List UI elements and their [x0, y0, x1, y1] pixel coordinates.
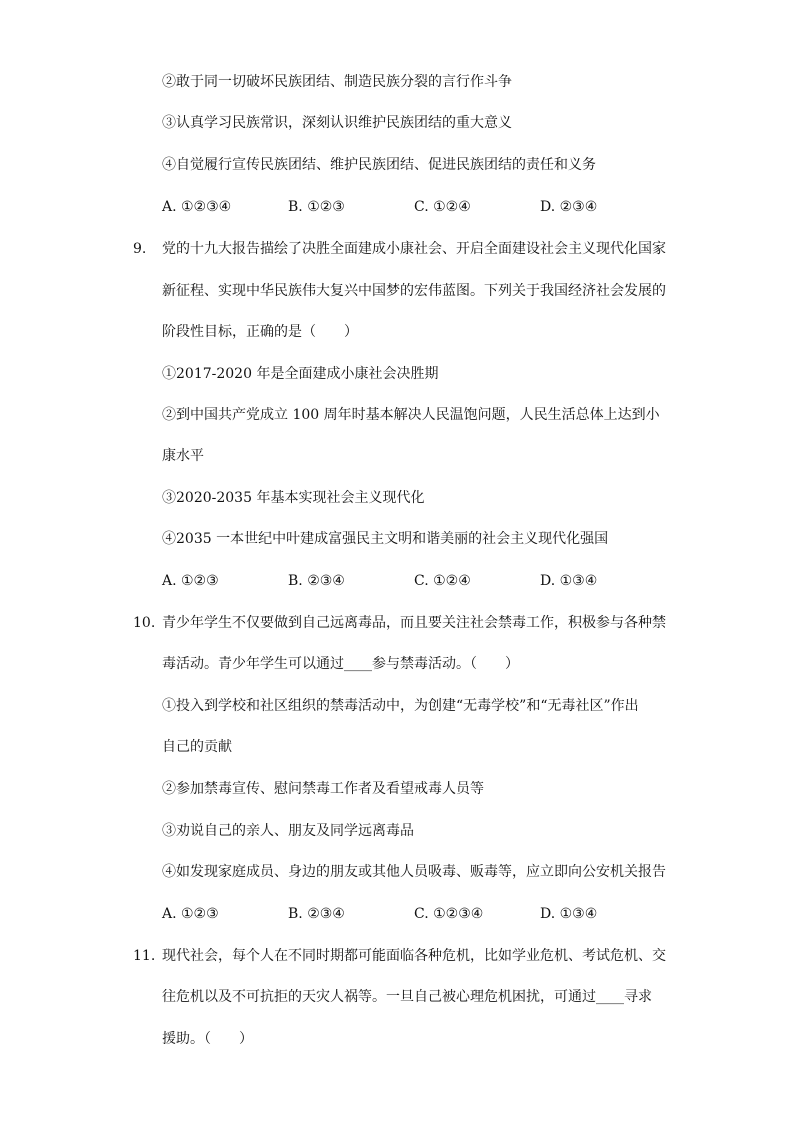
q8-option-a: A. ①②③④ — [162, 199, 232, 215]
q11-stem-line-1: 现代社会，每个人在不同时期都可能面临各种危机，比如学业危机、考试危机、交 — [162, 948, 666, 964]
q9-option-a: A. ①②③ — [162, 573, 219, 589]
q10-item-1: ①投入到学校和社区组织的禁毒活动中，为创建“无毒学校”和“无毒社区”作出 — [162, 698, 639, 714]
q9-option-b: B. ②③④ — [288, 573, 345, 589]
q9-item-2-cont: 康水平 — [162, 448, 204, 464]
q10-item-1-cont: 自己的贡献 — [162, 739, 232, 755]
q10-options — [162, 904, 662, 924]
q8-option-d: D. ②③④ — [540, 199, 598, 215]
q9-number: 9. — [133, 241, 147, 257]
q9-options — [162, 571, 662, 591]
q9-stem-line-3: 阶段性目标，正确的是（ ） — [162, 324, 358, 340]
q9-option-d: D. ①③④ — [540, 573, 598, 589]
q8-options — [162, 197, 662, 217]
q10-item-4: ④如发现家庭成员、身边的朋友或其他人员吸毒、贩毒等，应立即向公安机关报告 — [162, 864, 666, 880]
q8-option-c: C. ①②④ — [414, 199, 471, 215]
q8-item-2: ②敢于同一切破坏民族团结、制造民族分裂的言行作斗争 — [162, 74, 512, 90]
q11-stem-line-3: 援助。（ ） — [162, 1031, 253, 1047]
q10-option-a: A. ①②③ — [162, 906, 219, 922]
q10-option-b: B. ②③④ — [288, 906, 345, 922]
q10-stem-line-2: 毒活动。青少年学生可以通过____参与禁毒活动。（ ） — [162, 656, 519, 672]
q9-stem-line-1: 党的十九大报告描绘了决胜全面建成小康社会、开启全面建设社会主义现代化国家 — [162, 241, 666, 257]
q8-option-b: B. ①②③ — [288, 199, 345, 215]
q11-number: 11. — [133, 948, 156, 964]
q8-item-4: ④自觉履行宣传民族团结、维护民族团结、促进民族团结的责任和义务 — [162, 157, 596, 173]
q9-option-c: C. ①②④ — [414, 573, 471, 589]
q10-number: 10. — [133, 615, 156, 631]
q10-option-c: C. ①②③④ — [414, 906, 484, 922]
q9-item-4: ④2035 一本世纪中叶建成富强民主文明和谐美丽的社会主义现代化强国 — [162, 531, 609, 547]
q9-item-3: ③2020-2035 年基本实现社会主义现代化 — [162, 490, 425, 506]
q10-option-d: D. ①③④ — [540, 906, 598, 922]
q9-item-1: ①2017-2020 年是全面建成小康社会决胜期 — [162, 366, 439, 382]
q8-item-3: ③认真学习民族常识，深刻认识维护民族团结的重大意义 — [162, 115, 512, 131]
q9-item-2: ②到中国共产党成立 100 周年时基本解决人民温饱问题，人民生活总体上达到小 — [162, 407, 660, 423]
q11-stem-line-2: 往危机以及不可抗拒的天灾人祸等。一旦自己被心理危机困扰，可通过____寻求 — [162, 989, 652, 1005]
q10-item-2: ②参加禁毒宣传、慰问禁毒工作者及看望戒毒人员等 — [162, 781, 484, 797]
q10-item-3: ③劝说自己的亲人、朋友及同学远离毒品 — [162, 823, 414, 839]
q10-stem-line-1: 青少年学生不仅要做到自己远离毒品，而且要关注社会禁毒工作，积极参与各种禁 — [162, 615, 666, 631]
q9-stem-line-2: 新征程、实现中华民族伟大复兴中国梦的宏伟蓝图。下列关于我国经济社会发展的 — [162, 283, 666, 299]
